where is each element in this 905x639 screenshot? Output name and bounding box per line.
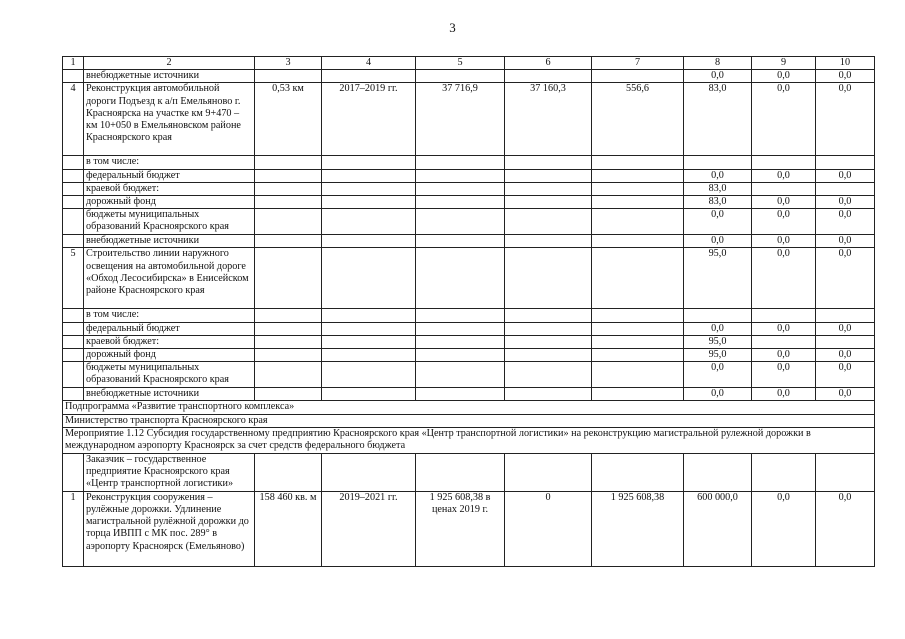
value-cell — [255, 322, 322, 335]
value-cell: 0,53 км — [255, 83, 322, 156]
value-cell — [322, 322, 416, 335]
table-row — [63, 322, 875, 335]
column-header: 10 — [816, 57, 875, 70]
value-cell: 0,0 — [816, 349, 875, 362]
item-name-cell: в том числе: — [84, 156, 255, 169]
value-cell: 0,0 — [752, 322, 816, 335]
table-row — [63, 309, 875, 322]
value-cell: 2019–2021 гг. — [322, 491, 416, 566]
value-cell — [322, 335, 416, 348]
value-cell — [592, 309, 684, 322]
table-row — [63, 70, 875, 83]
row-number-cell — [63, 209, 84, 235]
value-cell — [684, 156, 752, 169]
value-cell — [322, 209, 416, 235]
value-cell: 0,0 — [816, 169, 875, 182]
value-cell — [752, 335, 816, 348]
value-cell — [416, 322, 505, 335]
value-cell: 37 716,9 — [416, 83, 505, 156]
value-cell — [322, 362, 416, 388]
value-cell — [416, 182, 505, 195]
table-row — [63, 414, 875, 427]
item-name-cell: федеральный бюджет — [84, 169, 255, 182]
value-cell — [255, 309, 322, 322]
table-row — [63, 182, 875, 195]
section-heading: Подпрограмма «Развитие транспортного комплекса» — [63, 401, 875, 414]
value-cell — [505, 209, 592, 235]
column-header: 4 — [322, 57, 416, 70]
value-cell — [505, 309, 592, 322]
value-cell — [684, 453, 752, 491]
value-cell: 0,0 — [752, 491, 816, 566]
value-cell — [322, 169, 416, 182]
item-name-cell: Реконструкция автомобильной дороги Подъезд к а/п Емельяново г. Красноярска на участке км 9+470 – км 10+050 в Емельяновском районе Красноярского края — [84, 83, 255, 156]
value-cell — [255, 349, 322, 362]
row-number-cell — [63, 388, 84, 401]
value-cell — [322, 309, 416, 322]
value-cell: 1 925 608,38 — [592, 491, 684, 566]
value-cell — [255, 70, 322, 83]
column-header: 6 — [505, 57, 592, 70]
section-heading: Мероприятие 1.12 Субсидия государственному предприятию Красноярского края «Центр транспортной логистики» на реконструкцию магистральной рулежной дорожки в международном аэропорту Красноярск за счет средств федерального бюджета — [63, 427, 875, 453]
value-cell: 37 160,3 — [505, 83, 592, 156]
value-cell — [255, 388, 322, 401]
value-cell — [505, 182, 592, 195]
column-header: 7 — [592, 57, 684, 70]
value-cell: 95,0 — [684, 349, 752, 362]
item-name-cell: дорожный фонд — [84, 196, 255, 209]
value-cell — [684, 309, 752, 322]
column-header: 1 — [63, 57, 84, 70]
value-cell — [505, 235, 592, 248]
table-row — [63, 156, 875, 169]
table-row — [63, 427, 875, 453]
row-number-cell — [63, 182, 84, 195]
value-cell — [592, 196, 684, 209]
column-header: 5 — [416, 57, 505, 70]
table-row — [63, 362, 875, 388]
item-name-cell: внебюджетные источники — [84, 235, 255, 248]
item-name-cell: бюджеты муниципальных образований Красноярского края — [84, 362, 255, 388]
row-number-cell — [63, 169, 84, 182]
value-cell — [255, 182, 322, 195]
value-cell: 556,6 — [592, 83, 684, 156]
table-row — [63, 335, 875, 348]
value-cell — [416, 235, 505, 248]
value-cell — [505, 70, 592, 83]
value-cell: 0,0 — [752, 362, 816, 388]
value-cell — [592, 322, 684, 335]
value-cell — [592, 70, 684, 83]
row-number-cell — [63, 70, 84, 83]
value-cell: 0,0 — [816, 322, 875, 335]
value-cell — [416, 309, 505, 322]
value-cell — [592, 453, 684, 491]
value-cell — [322, 182, 416, 195]
value-cell — [505, 169, 592, 182]
value-cell — [505, 335, 592, 348]
value-cell: 0,0 — [752, 248, 816, 309]
value-cell — [255, 235, 322, 248]
value-cell — [416, 362, 505, 388]
value-cell: 158 460 кв. м — [255, 491, 322, 566]
value-cell — [322, 70, 416, 83]
value-cell: 0,0 — [684, 169, 752, 182]
item-name-cell: Заказчик – государственное предприятие Красноярского края «Центр транспортной логистики» — [84, 453, 255, 491]
value-cell: 0,0 — [684, 322, 752, 335]
row-number-cell — [63, 335, 84, 348]
value-cell: 0,0 — [816, 491, 875, 566]
item-name-cell: краевой бюджет: — [84, 335, 255, 348]
item-name-cell: внебюджетные источники — [84, 70, 255, 83]
value-cell — [592, 209, 684, 235]
value-cell — [505, 349, 592, 362]
item-name-cell: краевой бюджет: — [84, 182, 255, 195]
row-number-cell: 1 — [63, 491, 84, 566]
table-row — [63, 196, 875, 209]
item-name-cell: федеральный бюджет — [84, 322, 255, 335]
table-row — [63, 349, 875, 362]
value-cell: 95,0 — [684, 248, 752, 309]
table-row — [63, 388, 875, 401]
row-number-cell — [63, 322, 84, 335]
row-number-cell: 5 — [63, 248, 84, 309]
table-row — [63, 83, 875, 156]
value-cell: 0,0 — [752, 70, 816, 83]
value-cell — [592, 169, 684, 182]
row-number-cell: 4 — [63, 83, 84, 156]
value-cell — [816, 156, 875, 169]
value-cell — [505, 248, 592, 309]
value-cell — [416, 156, 505, 169]
value-cell: 0,0 — [816, 70, 875, 83]
table-row — [63, 209, 875, 235]
value-cell — [416, 453, 505, 491]
item-name-cell: внебюджетные источники — [84, 388, 255, 401]
value-cell: 1 925 608,38 в ценах 2019 г. — [416, 491, 505, 566]
value-cell — [592, 335, 684, 348]
value-cell — [416, 388, 505, 401]
table-row — [63, 235, 875, 248]
item-name-cell: дорожный фонд — [84, 349, 255, 362]
value-cell — [322, 196, 416, 209]
value-cell: 0,0 — [816, 209, 875, 235]
item-name-cell: Строительство линии наружного освещения на автомобильной дороге «Обход Лесосибирска» в Енисейском районе Красноярского края — [84, 248, 255, 309]
table-row — [63, 248, 875, 309]
value-cell: 0,0 — [752, 388, 816, 401]
value-cell — [416, 196, 505, 209]
row-number-cell — [63, 349, 84, 362]
value-cell — [592, 182, 684, 195]
value-cell — [505, 196, 592, 209]
value-cell: 0,0 — [816, 388, 875, 401]
value-cell: 0,0 — [684, 209, 752, 235]
value-cell — [505, 362, 592, 388]
value-cell: 0 — [505, 491, 592, 566]
page-number: 3 — [449, 20, 456, 35]
value-cell: 0,0 — [752, 209, 816, 235]
value-cell — [255, 196, 322, 209]
item-name-cell: бюджеты муниципальных образований Красноярского края — [84, 209, 255, 235]
table-header-row — [63, 57, 875, 70]
value-cell — [816, 182, 875, 195]
value-cell — [505, 388, 592, 401]
value-cell — [752, 309, 816, 322]
value-cell — [416, 335, 505, 348]
row-number-cell — [63, 362, 84, 388]
column-header: 9 — [752, 57, 816, 70]
item-name-cell: в том числе: — [84, 309, 255, 322]
value-cell — [592, 388, 684, 401]
table-row — [63, 169, 875, 182]
value-cell: 0,0 — [816, 235, 875, 248]
value-cell — [816, 335, 875, 348]
value-cell — [416, 169, 505, 182]
value-cell — [416, 70, 505, 83]
value-cell — [255, 209, 322, 235]
row-number-cell — [63, 453, 84, 491]
value-cell: 95,0 — [684, 335, 752, 348]
value-cell — [322, 235, 416, 248]
value-cell: 0,0 — [816, 248, 875, 309]
value-cell: 0,0 — [816, 196, 875, 209]
value-cell — [255, 335, 322, 348]
value-cell — [416, 209, 505, 235]
value-cell: 600 000,0 — [684, 491, 752, 566]
row-number-cell — [63, 156, 84, 169]
value-cell: 2017–2019 гг. — [322, 83, 416, 156]
table-row — [63, 453, 875, 491]
value-cell — [816, 453, 875, 491]
item-name-cell: Реконструкция сооружения – рулёжные дорожки. Удлинение магистральной рулёжной дорожки до торца ИВПП с МК пос. 289° в аэропорту Красноярск (Емельяново) — [84, 491, 255, 566]
value-cell — [416, 349, 505, 362]
row-number-cell — [63, 196, 84, 209]
value-cell — [752, 182, 816, 195]
value-cell — [592, 235, 684, 248]
value-cell — [322, 248, 416, 309]
value-cell: 0,0 — [752, 83, 816, 156]
row-number-cell — [63, 309, 84, 322]
value-cell — [322, 349, 416, 362]
value-cell: 0,0 — [752, 235, 816, 248]
value-cell — [255, 156, 322, 169]
value-cell — [592, 349, 684, 362]
value-cell: 83,0 — [684, 83, 752, 156]
table-row — [63, 491, 875, 566]
value-cell — [505, 453, 592, 491]
value-cell — [505, 322, 592, 335]
value-cell — [255, 169, 322, 182]
value-cell — [505, 156, 592, 169]
value-cell: 83,0 — [684, 182, 752, 195]
value-cell: 83,0 — [684, 196, 752, 209]
column-header: 3 — [255, 57, 322, 70]
value-cell: 0,0 — [684, 235, 752, 248]
value-cell: 0,0 — [752, 196, 816, 209]
value-cell — [255, 362, 322, 388]
value-cell — [752, 453, 816, 491]
value-cell — [322, 388, 416, 401]
row-number-cell — [63, 235, 84, 248]
value-cell — [322, 156, 416, 169]
value-cell: 0,0 — [684, 70, 752, 83]
column-header: 2 — [84, 57, 255, 70]
value-cell — [255, 248, 322, 309]
value-cell — [322, 453, 416, 491]
column-header: 8 — [684, 57, 752, 70]
value-cell — [592, 362, 684, 388]
value-cell: 0,0 — [684, 388, 752, 401]
value-cell — [816, 309, 875, 322]
value-cell — [592, 156, 684, 169]
value-cell: 0,0 — [816, 362, 875, 388]
value-cell — [255, 453, 322, 491]
value-cell — [592, 248, 684, 309]
value-cell — [416, 248, 505, 309]
value-cell: 0,0 — [752, 349, 816, 362]
section-heading: Министерство транспорта Красноярского края — [63, 414, 875, 427]
value-cell: 0,0 — [684, 362, 752, 388]
budget-table — [62, 56, 875, 567]
value-cell — [752, 156, 816, 169]
table-row — [63, 401, 875, 414]
value-cell: 0,0 — [752, 169, 816, 182]
value-cell: 0,0 — [816, 83, 875, 156]
